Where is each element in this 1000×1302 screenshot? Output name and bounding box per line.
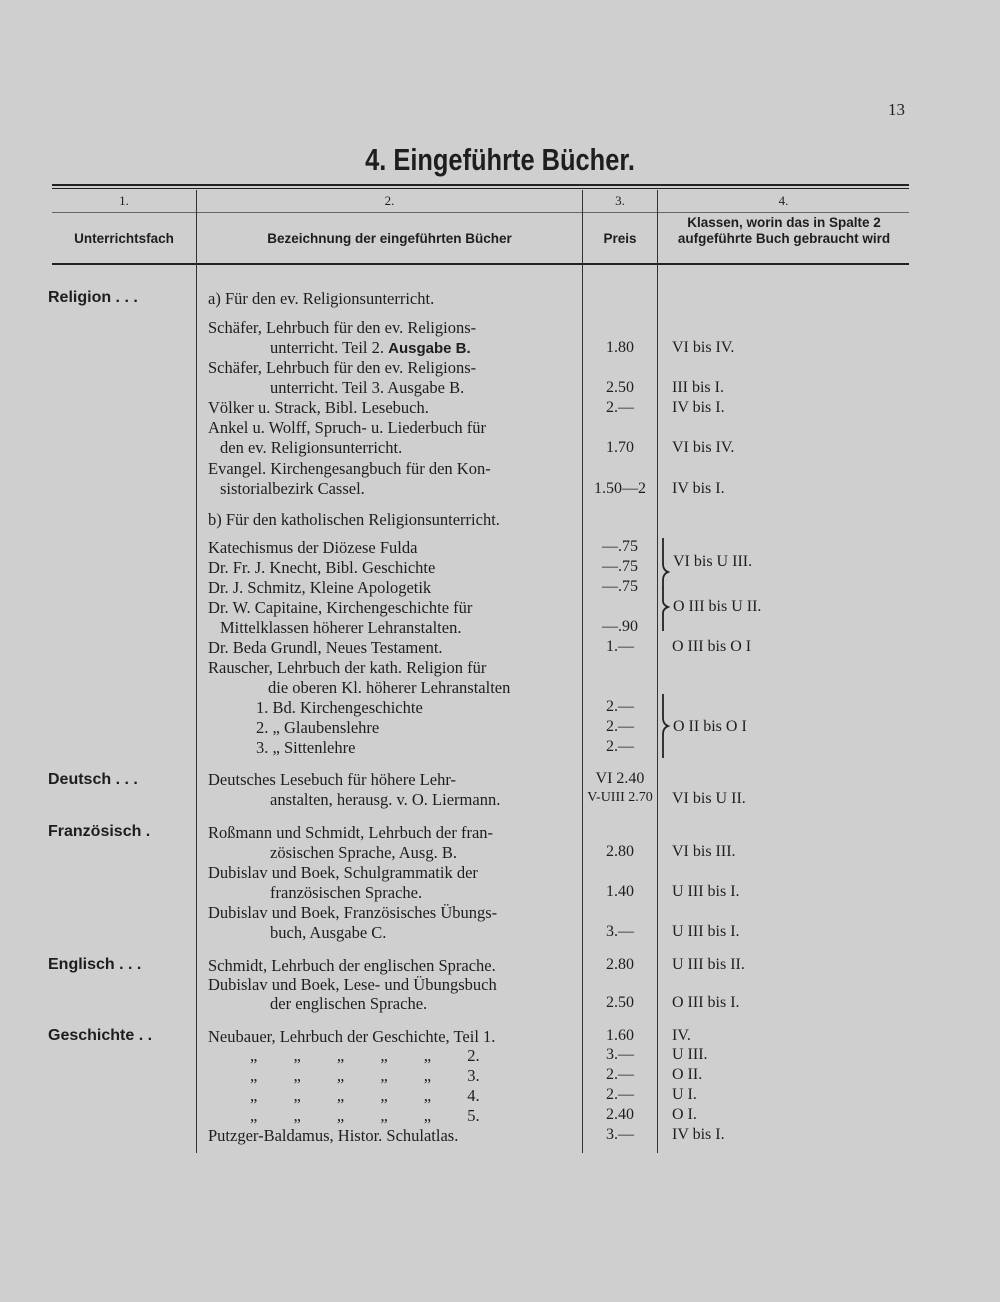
book-classes: III bis I. [672,379,724,396]
book-classes: U III. [672,1046,708,1063]
book-line: „ „ „ „ „ 3. [250,1066,480,1085]
book-price: 2.50 [606,994,634,1011]
subject-geschichte: Geschichte . . [48,1027,153,1044]
book-classes: VI bis IV. [672,339,735,356]
book-price: 2.80 [606,956,634,973]
column-divider-1 [196,190,197,1153]
book-line: Dr. J. Schmitz, Kleine Apologetik [208,578,432,597]
book-price: —.90 [602,618,638,635]
book-line [270,338,471,358]
book-price: —.75 [602,558,638,575]
book-classes: O I. [672,1106,697,1123]
book-line: 1. Bd. Kirchengeschichte [256,698,423,717]
subject-religion: Religion . . . [48,289,138,306]
book-price: 2.80 [606,843,634,860]
book-line: Evangel. Kirchengesangbuch für den Kon- [208,459,491,478]
brace-group-classes: O III bis U II. [673,598,762,615]
book-price: 2.50 [606,379,634,396]
book-price: 3.— [606,1046,634,1063]
brace-group-classes: O II bis O I [673,718,747,735]
book-line: den ev. Religionsunterricht. [220,438,403,457]
book-price: 1.70 [606,439,634,456]
book-classes: VI bis U II. [672,790,746,807]
book-line: Dr. Beda Grundl, Neues Testament. [208,638,443,657]
book-price: 2.— [606,1066,634,1083]
book-line: die oberen Kl. höherer Lehranstalten [268,678,511,697]
book-line: Deutsches Lesebuch für höhere Lehr- [208,770,456,789]
column-number-1: 1. [119,193,129,208]
book-line: Neubauer, Lehrbuch der Geschichte, Teil 1. [208,1027,496,1046]
book-classes: U III bis I. [672,923,740,940]
book-line: a) Für den ev. Religionsunterricht. [208,289,435,308]
book-price: 2.— [606,1086,634,1103]
page-title: 4. Eingeführte Bücher. [365,142,635,177]
book-price: VI 2.40 [595,770,645,787]
book-line: der englischen Sprache. [270,994,428,1013]
book-classes: O III bis O I [672,638,752,655]
book-price: 1.— [606,638,634,655]
book-line: Katechismus der Diözese Fulda [208,538,418,557]
book-price: 1.60 [606,1027,634,1044]
table-top-rule-thin [52,188,909,189]
brace-group-2-icon [659,585,673,635]
book-classes: O III bis I. [672,994,740,1011]
subject-englisch: Englisch . . . [48,956,142,973]
book-line: Völker u. Strack, Bibl. Lesebuch. [208,398,429,417]
book-line: sistorialbezirk Cassel. [220,479,365,498]
book-line: Dr. W. Capitaine, Kirchengeschichte für [208,598,473,617]
book-classes: VI bis III. [672,843,736,860]
book-line: Dubislav und Boek, Schulgrammatik der [208,863,478,882]
book-line: Dubislav und Boek, Französisches Übungs- [208,903,498,922]
book-line: Dr. Fr. J. Knecht, Bibl. Geschichte [208,558,436,577]
column-number-rule [52,212,909,213]
book-price: 2.— [606,399,634,416]
column-divider-3 [657,190,658,1153]
book-line: Dubislav und Boek, Lese- und Übungsbuch [208,975,497,994]
column-divider-2 [582,190,583,1153]
book-line: zösischen Sprache, Ausg. B. [270,843,457,862]
book-price: —.75 [602,578,638,595]
column-number-2: 2. [384,193,395,208]
book-line: anstalten, herausg. v. O. Liermann. [270,790,501,809]
book-classes: IV bis I. [672,1126,725,1143]
book-classes: U III bis II. [672,956,745,973]
book-line-text: unterricht. Teil 2. [270,338,385,357]
book-classes: U III bis I. [672,883,740,900]
book-price: 1.40 [606,883,634,900]
book-price: 1.80 [606,339,634,356]
book-line: „ „ „ „ „ 5. [250,1106,480,1125]
column-heading-subject: Unterrichtsfach [74,231,174,246]
subject-deutsch: Deutsch . . . [48,771,138,788]
book-price: 1.50—2 [594,480,646,497]
book-price: V-UIII 2.70 [587,790,653,805]
book-line: Putzger-Baldamus, Histor. Schulatlas. [208,1126,459,1145]
book-classes: U I. [672,1086,697,1103]
book-line: b) Für den katholischen Religionsunterricht. [208,510,500,529]
book-price: 2.— [606,738,634,755]
book-classes: IV. [672,1027,691,1044]
book-classes: O II. [672,1066,703,1083]
book-line: Rauscher, Lehrbuch der kath. Religion für [208,658,487,677]
book-price: 3.— [606,923,634,940]
column-number-4: 4. [778,193,789,208]
book-line: Schmidt, Lehrbuch der englischen Sprache. [208,956,496,975]
book-line: 3. „ Sittenlehre [256,738,356,757]
book-price: —.75 [602,538,638,555]
column-number-3: 3. [615,193,625,208]
column-heading-classes: Klassen, worin das in Spalte 2 aufgeführte Buch gebraucht wird [677,215,891,246]
book-price: 2.— [606,698,634,715]
book-classes: IV bis I. [672,480,725,497]
page-number: 13 [888,100,905,119]
book-edition-bold: Ausgabe B. [388,340,471,357]
book-classes: IV bis I. [672,399,725,416]
book-line: Schäfer, Lehrbuch für den ev. Religions- [208,318,477,337]
book-line: Schäfer, Lehrbuch für den ev. Religions- [208,358,477,377]
table-top-rule [52,184,909,186]
book-price: 3.— [606,1126,634,1143]
brace-group-classes: VI bis U III. [673,553,753,570]
book-line: Mittelklassen höherer Lehranstalten. [220,618,462,637]
book-line: buch, Ausgabe C. [270,923,387,942]
book-line: Ankel u. Wolff, Spruch- u. Liederbuch für [208,418,487,437]
brace-group-3-icon [659,692,673,762]
book-line: „ „ „ „ „ 2. [250,1046,480,1065]
header-bottom-rule [52,263,909,265]
book-classes: VI bis IV. [672,439,735,456]
book-price: 2.40 [606,1106,634,1123]
book-line: „ „ „ „ „ 4. [250,1086,480,1105]
book-price: 2.— [606,718,634,735]
book-line: unterricht. Teil 3. Ausgabe B. [270,378,465,397]
book-line: französischen Sprache. [270,883,423,902]
book-line: Roßmann und Schmidt, Lehrbuch der fran- [208,823,494,842]
subject-franzoesisch: Französisch . [48,823,151,840]
book-line: 2. „ Glaubenslehre [256,718,380,737]
column-heading-price: Preis [603,231,637,246]
column-heading-books: Bezeichnung der eingeführten Bücher [267,231,512,246]
